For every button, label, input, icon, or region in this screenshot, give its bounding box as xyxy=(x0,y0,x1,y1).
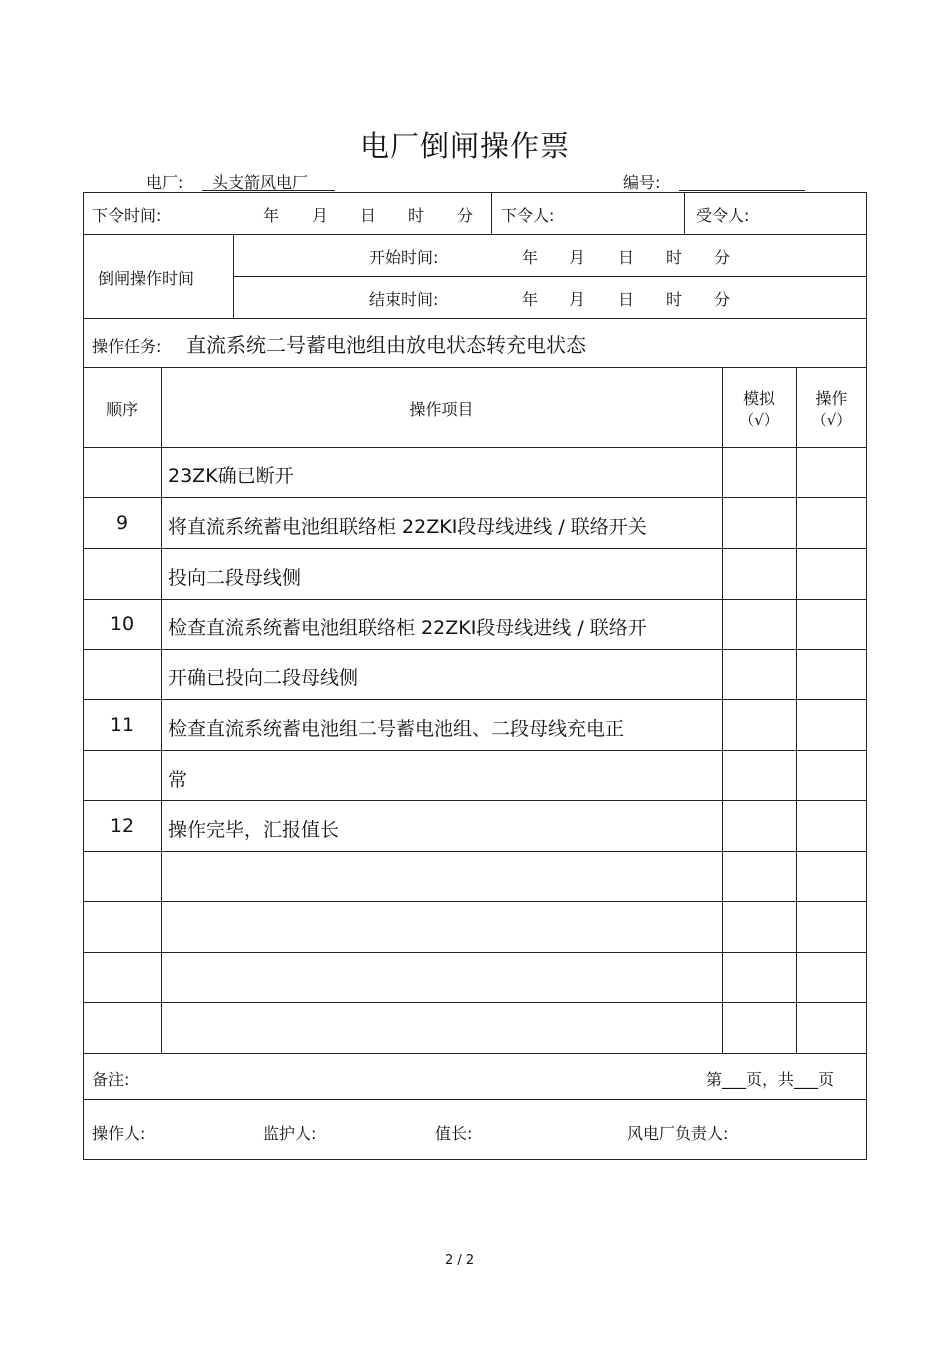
end-time-label: 结束时间: xyxy=(369,290,439,309)
operation-time-label: 倒闸操作时间 xyxy=(98,269,195,288)
start-month-unit: 月 xyxy=(569,248,586,267)
plant-label: 电厂: xyxy=(146,173,184,192)
start-hour-unit: 时 xyxy=(666,248,683,267)
start-minute-unit: 分 xyxy=(714,248,731,267)
row-item: 投向二段母线侧 xyxy=(168,567,302,589)
order-year-unit: 年 xyxy=(263,206,280,225)
row-item: 常 xyxy=(168,769,188,791)
shift-leader-label: 值长: xyxy=(435,1124,473,1143)
end-month-unit: 月 xyxy=(569,290,586,309)
order-day-unit: 日 xyxy=(360,206,377,225)
number-label: 编号: xyxy=(623,173,661,192)
plant-manager-label: 风电厂负责人: xyxy=(627,1124,729,1143)
order-time-label: 下令时间: xyxy=(92,206,162,225)
row-item: 操作完毕，汇报值长 xyxy=(168,819,340,841)
column-header-simulate: 模拟 xyxy=(742,389,775,408)
end-day-unit: 日 xyxy=(618,290,635,309)
row-seq: 9 xyxy=(115,512,129,534)
start-time-label: 开始时间: xyxy=(369,248,439,267)
row-item: 23ZK确已断开 xyxy=(168,465,294,487)
start-year-unit: 年 xyxy=(522,248,539,267)
number-field[interactable] xyxy=(679,190,805,191)
row-item: 将直流系统蓄电池组联络柜 22ZKI段母线进线 / 联络开关 xyxy=(168,516,647,538)
end-minute-unit: 分 xyxy=(714,290,731,309)
supervisor-label: 监护人: xyxy=(263,1124,317,1143)
end-year-unit: 年 xyxy=(522,290,539,309)
remarks-label: 备注: xyxy=(92,1070,130,1089)
order-month-unit: 月 xyxy=(312,206,329,225)
row-item: 检查直流系统蓄电池组二号蓄电池组、二段母线充电正 xyxy=(168,718,625,740)
operator-label: 操作人: xyxy=(92,1124,146,1143)
row-item: 开确已投向二段母线侧 xyxy=(168,667,359,689)
row-seq: 11 xyxy=(109,714,135,736)
page-number: 2 / 2 xyxy=(445,1253,475,1268)
plant-name: 头支箭风电厂 xyxy=(212,173,309,192)
column-header-simulate-check: （√） xyxy=(739,411,779,429)
order-hour-unit: 时 xyxy=(408,206,425,225)
row-item: 检查直流系统蓄电池组联络柜 22ZKI段母线进线 / 联络开 xyxy=(168,617,647,639)
plant-underline xyxy=(202,190,335,191)
column-header-operate: 操作 xyxy=(815,389,848,408)
document-title: 电厂倒闸操作票 xyxy=(359,129,570,163)
column-header-item: 操作项目 xyxy=(409,400,474,419)
end-hour-unit: 时 xyxy=(666,290,683,309)
start-day-unit: 日 xyxy=(618,248,635,267)
receiver-label: 受令人: xyxy=(696,206,750,225)
page-count-info: 第___页，共___页 xyxy=(706,1070,835,1089)
order-minute-unit: 分 xyxy=(457,206,474,225)
column-header-operate-check: （√） xyxy=(811,411,852,429)
row-seq: 12 xyxy=(109,815,135,837)
task-value: 直流系统二号蓄电池组由放电状态转充电状态 xyxy=(186,333,586,357)
order-person-label: 下令人: xyxy=(501,206,555,225)
task-label: 操作任务: xyxy=(92,337,162,356)
row-seq: 10 xyxy=(109,613,135,635)
column-header-seq: 顺序 xyxy=(105,400,138,419)
